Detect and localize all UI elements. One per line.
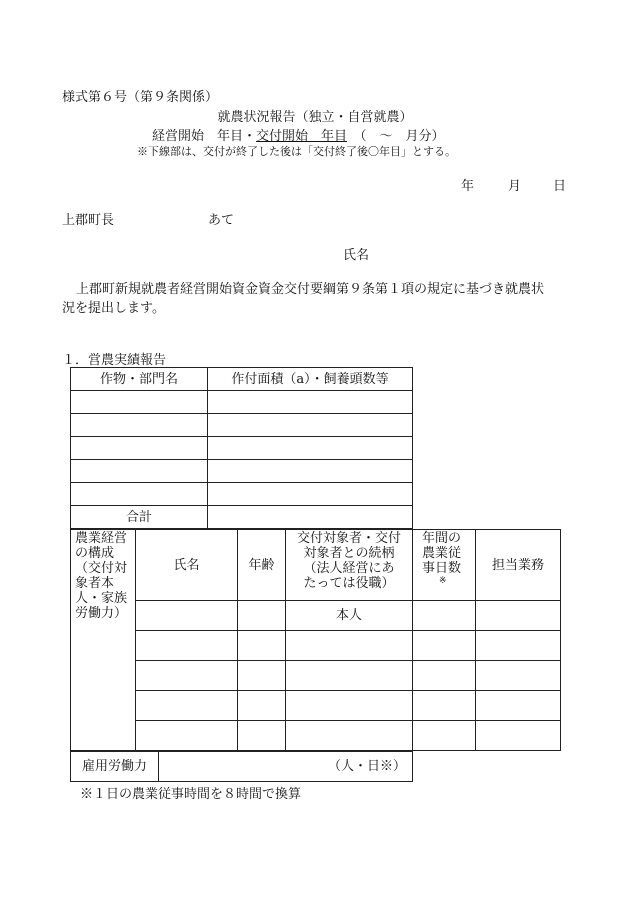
- crop-cell[interactable]: [71, 414, 208, 437]
- labor-cell[interactable]: [238, 661, 286, 691]
- crop-cell[interactable]: [71, 391, 208, 414]
- labor-cell[interactable]: [476, 691, 561, 721]
- crop-cell[interactable]: [71, 460, 208, 483]
- labor-table: [70, 529, 561, 751]
- labor-cell[interactable]: [413, 691, 476, 721]
- document-subtitle: [152, 125, 445, 144]
- labor-side-label: 農業経営 の構成 （交付対 象者本 人・家族 労働力）: [71, 530, 136, 751]
- crop-total-value[interactable]: [208, 506, 413, 529]
- crop-header-area: 作付面積（a）・飼養頭数等: [208, 368, 413, 391]
- labor-header-age: 年齢: [238, 530, 286, 601]
- labor-cell[interactable]: [238, 631, 286, 661]
- crop-cell[interactable]: [208, 460, 413, 483]
- addressee-suffix: あて: [208, 213, 235, 228]
- labor-cell[interactable]: [136, 661, 238, 691]
- labor-cell[interactable]: [238, 601, 286, 631]
- labor-cell[interactable]: [136, 631, 238, 661]
- hired-labor-value[interactable]: [159, 752, 413, 782]
- subtitle-underlined: 交付開始 年目: [256, 129, 348, 144]
- labor-cell[interactable]: [413, 661, 476, 691]
- labor-cell[interactable]: [238, 721, 286, 751]
- labor-cell[interactable]: [286, 691, 413, 721]
- labor-self-label: 本人: [286, 601, 413, 631]
- labor-header-relation: 交付対象者・交付 対象者との続柄 （法人経営にあ たっては役職）: [286, 530, 413, 601]
- labor-cell[interactable]: [136, 691, 238, 721]
- labor-cell[interactable]: [286, 661, 413, 691]
- date-day: 日: [553, 179, 567, 194]
- body-text-line2: 況を提出します。: [62, 301, 165, 316]
- labor-cell[interactable]: [238, 691, 286, 721]
- labor-cell[interactable]: [286, 631, 413, 661]
- labor-header-days: 年間の 農業従 事日数 ※: [413, 530, 476, 601]
- labor-cell[interactable]: [413, 721, 476, 751]
- crop-cell[interactable]: [208, 414, 413, 437]
- crop-cell[interactable]: [208, 483, 413, 506]
- document-title: 就農状況報告（独立・自営就農）: [217, 110, 413, 125]
- applicant-name-label: 氏名: [343, 248, 370, 263]
- hired-labor-table: [70, 751, 413, 782]
- subtitle-part3: （ ～ 月分）: [347, 129, 445, 144]
- labor-cell[interactable]: [476, 661, 561, 691]
- crop-total-label: 合計: [71, 506, 208, 529]
- crop-cell[interactable]: [71, 437, 208, 460]
- labor-cell[interactable]: [476, 631, 561, 661]
- labor-cell[interactable]: [476, 721, 561, 751]
- underline-note: ※下線部は、交付が終了した後は「交付終了後〇年目」とする。: [137, 145, 456, 158]
- subtitle-part1: 経営開始 年目・: [152, 129, 257, 144]
- crop-cell[interactable]: [208, 391, 413, 414]
- labor-header-duty: 担当業務: [476, 530, 561, 601]
- labor-cell[interactable]: [413, 631, 476, 661]
- crop-cell[interactable]: [208, 437, 413, 460]
- hired-labor-unit: （人・日※）: [327, 759, 406, 774]
- footnote: ※１日の農業従事時間を８時間で換算: [80, 787, 302, 802]
- labor-header-name: 氏名: [136, 530, 238, 601]
- labor-cell[interactable]: [136, 721, 238, 751]
- crop-cell[interactable]: [71, 483, 208, 506]
- labor-cell[interactable]: [136, 601, 238, 631]
- date-year: 年: [461, 179, 475, 194]
- addressee-name: 上郡町長: [62, 213, 115, 228]
- crop-header-name: 作物・部門名: [71, 368, 208, 391]
- labor-cell[interactable]: [476, 601, 561, 631]
- labor-cell[interactable]: [286, 721, 413, 751]
- labor-cell[interactable]: [413, 601, 476, 631]
- body-text-line1: 上郡町新規就農者経営開始資金資金交付要綱第９条第１項の規定に基づき就農状: [76, 282, 545, 297]
- date-month: 月: [508, 179, 522, 194]
- section1-title: １．営農実績報告: [62, 353, 167, 368]
- hired-labor-label: 雇用労働力: [71, 752, 159, 782]
- form-number: 様式第６号（第９条関係）: [62, 90, 219, 105]
- crop-table: [70, 367, 413, 529]
